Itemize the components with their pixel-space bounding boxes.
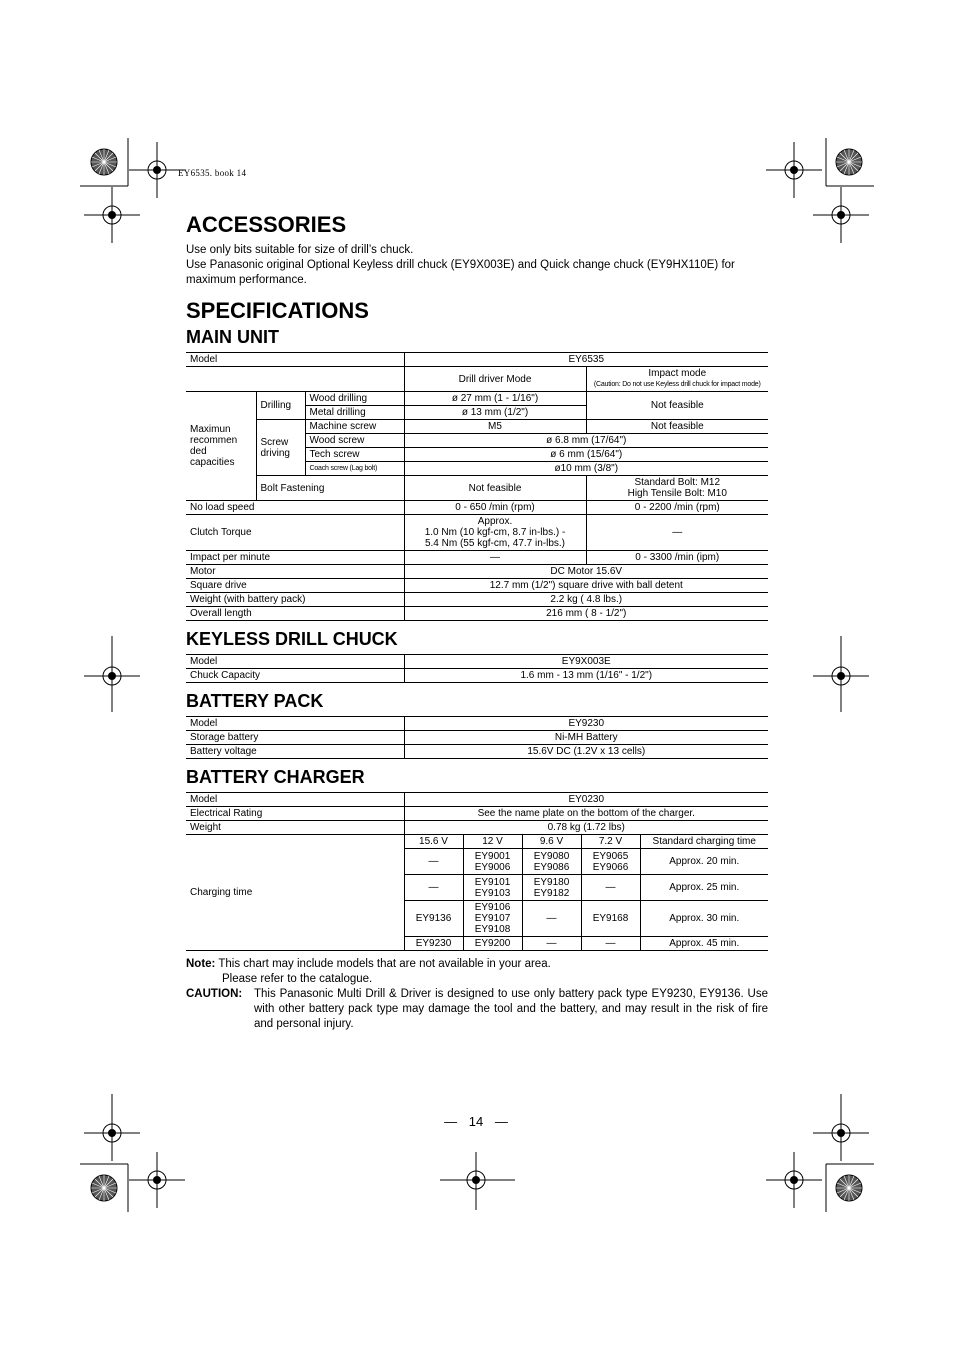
clutch-line-3: 5.4 Nm (55 kgf-cm, 47.7 in-lbs.) <box>424 538 566 549</box>
charger-cell: Approx. 25 min. <box>640 875 768 901</box>
cell-charging-label: Charging time <box>186 835 404 951</box>
cell-clutch-label: Clutch Torque <box>186 515 404 551</box>
cell-charger-weight-label: Weight <box>186 821 404 835</box>
note-text-2: Please refer to the catalogue. <box>222 973 373 985</box>
charger-cell: — <box>522 901 581 937</box>
charger-cell: EY9080 EY9086 <box>522 849 581 875</box>
cell-wood-drilling-val: ø 27 mm (1 - 1/16") <box>404 392 586 406</box>
accessories-title: ACCESSORIES <box>186 212 347 237</box>
cell-charger-model-val: EY0230 <box>404 793 768 807</box>
charger-header: 7.2 V <box>581 835 640 849</box>
note-label: Note: <box>186 958 216 970</box>
charger-cell: — <box>581 937 640 951</box>
cell-ipm-drill: — <box>404 551 586 565</box>
note-line <box>186 957 768 972</box>
cell-charger-rating-val: See the name plate on the bottom of the charger. <box>404 807 768 821</box>
cell-no-load-label: No load speed <box>186 501 404 515</box>
cell-square-label: Square drive <box>186 579 404 593</box>
clutch-line-1: Approx. <box>477 516 513 527</box>
cell-capacities-label: Maximun recommen ded capacities <box>186 392 256 501</box>
cell-no-load-drill: 0 - 650 /min (rpm) <box>404 501 586 515</box>
cell-wood-screw: Wood screw <box>305 434 404 448</box>
cell-battery-voltage-label: Battery voltage <box>186 745 404 759</box>
page-number <box>440 1114 512 1129</box>
cell-battery-voltage-val: 15.6V DC (1.2V x 13 cells) <box>404 745 768 759</box>
caution-label: CAUTION: <box>186 988 243 1000</box>
charger-cell: EY9200 <box>463 937 522 951</box>
main-content <box>186 212 768 1032</box>
charger-cell: EY9230 <box>404 937 463 951</box>
cell-length-label: Overall length <box>186 607 404 621</box>
cell-ipm-label: Impact per minute <box>186 551 404 565</box>
cell-bolt-label: Bolt Fastening <box>256 476 404 501</box>
charger-header: Standard charging time <box>640 835 768 849</box>
charger-cell: — <box>581 875 640 901</box>
page-number-dash-left: — <box>444 1114 458 1129</box>
cell-chuck-model-label: Model <box>186 655 404 669</box>
charger-cell: Approx. 45 min. <box>640 937 768 951</box>
notes-block <box>186 957 768 1032</box>
cell-length-val: 216 mm ( 8 - 1/2") <box>404 607 768 621</box>
cell-chuck-capacity-label: Chuck Capacity <box>186 669 404 683</box>
cell-machine-screw-val: M5 <box>404 420 586 434</box>
chuck-table <box>186 654 768 683</box>
main-unit-table <box>186 352 768 621</box>
cell-bolt-drill: Not feasible <box>404 476 586 501</box>
cell-bolt-impact <box>586 476 768 501</box>
bolt-impact-line-1: Standard Bolt: M12 <box>634 477 721 488</box>
charger-cell: Approx. 20 min. <box>640 849 768 875</box>
cell-square-val: 12.7 mm (1/2") square drive with ball detent <box>404 579 768 593</box>
main-unit-title: MAIN UNIT <box>186 327 279 347</box>
cell-charger-weight-val: 0.78 kg (1.72 lbs) <box>404 821 768 835</box>
impact-mode-caution: (Caution: Do not use Keyless drill chuck for impact mode) <box>593 381 761 388</box>
battery-table <box>186 716 768 759</box>
caution-text: This Panasonic Multi Drill & Driver is designed to use only battery pack type EY9230, EY9136. Use with other battery pack type may damage the tool and the battery, and may result in the risk of fire and personal injury. <box>254 988 768 1030</box>
note-text-1: This chart may include models that are not available in your area. <box>218 958 551 970</box>
charger-cell: — <box>404 875 463 901</box>
accessories-line-1: Use only bits suitable for size of drill’s chuck. <box>186 244 414 256</box>
cell-battery-storage-label: Storage battery <box>186 731 404 745</box>
file-header-note: EY6535. book 14 <box>178 168 247 178</box>
bolt-impact-line-2: High Tensile Bolt: M10 <box>627 488 727 499</box>
cell-tech-screw-val: ø 6 mm (15/64") <box>404 448 768 462</box>
charger-cell: — <box>522 937 581 951</box>
cell-battery-model-label: Model <box>186 717 404 731</box>
cell-chuck-capacity-val: 1.6 mm - 13 mm (1/16" - 1/2") <box>404 669 768 683</box>
battery-title: BATTERY PACK <box>186 691 324 711</box>
charger-cell: — <box>404 849 463 875</box>
cell-battery-storage-val: Ni-MH Battery <box>404 731 768 745</box>
charger-cell: EY9136 <box>404 901 463 937</box>
charger-header: 15.6 V <box>404 835 463 849</box>
accessories-line-2: Use Panasonic original Optional Keyless drill chuck (EY9X003E) and Quick change chuck (EY9HX110E) for maximum performance. <box>186 259 735 286</box>
cell-tech-screw: Tech screw <box>305 448 404 462</box>
cell-drilling-impact: Not feasible <box>586 392 768 420</box>
cell-model-value: EY6535 <box>404 353 768 367</box>
caution-line <box>186 987 768 1032</box>
cell-no-load-impact: 0 - 2200 /min (rpm) <box>586 501 768 515</box>
cell-machine-screw-impact: Not feasible <box>586 420 768 434</box>
cell-weight-label: Weight (with battery pack) <box>186 593 404 607</box>
charger-cell: EY9106 EY9107 EY9108 <box>463 901 522 937</box>
cell-screw-label: Screw driving <box>256 420 305 476</box>
cell-charger-rating-label: Electrical Rating <box>186 807 404 821</box>
cell-mode-empty <box>186 367 404 392</box>
cell-clutch-drill <box>404 515 586 551</box>
charger-cell: Approx. 30 min. <box>640 901 768 937</box>
cell-ipm-impact: 0 - 3300 /min (ipm) <box>586 551 768 565</box>
cell-wood-drilling: Wood drilling <box>305 392 404 406</box>
cell-battery-model-val: EY9230 <box>404 717 768 731</box>
charger-title: BATTERY CHARGER <box>186 767 365 787</box>
cell-wood-screw-val: ø 6.8 mm (17/64") <box>404 434 768 448</box>
cell-chuck-model-val: EY9X003E <box>404 655 768 669</box>
charger-cell: EY9065 EY9066 <box>581 849 640 875</box>
cell-motor-val: DC Motor 15.6V <box>404 565 768 579</box>
charger-cell: EY9180 EY9182 <box>522 875 581 901</box>
cell-weight-val: 2.2 kg ( 4.8 lbs.) <box>404 593 768 607</box>
charger-header: 12 V <box>463 835 522 849</box>
cell-drill-mode: Drill driver Mode <box>404 367 586 392</box>
cell-drilling-label: Drilling <box>256 392 305 420</box>
cell-model-label: Model <box>186 353 404 367</box>
impact-mode-label: Impact mode <box>648 368 707 379</box>
page-number-dash-right: — <box>494 1114 508 1129</box>
cell-metal-drilling-val: ø 13 mm (1/2") <box>404 406 586 420</box>
clutch-line-2: 1.0 Nm (10 kgf-cm, 8.7 in-lbs.) - <box>424 527 566 538</box>
cell-impact-mode <box>586 367 768 392</box>
cell-coach-screw-val: ø10 mm (3/8") <box>404 462 768 476</box>
charger-cell: EY9168 <box>581 901 640 937</box>
cell-machine-screw: Machine screw <box>305 420 404 434</box>
charger-table <box>186 792 768 951</box>
charger-header: 9.6 V <box>522 835 581 849</box>
chuck-title: KEYLESS DRILL CHUCK <box>186 629 398 649</box>
cell-metal-drilling: Metal drilling <box>305 406 404 420</box>
charger-cell: EY9001 EY9006 <box>463 849 522 875</box>
cell-motor-label: Motor <box>186 565 404 579</box>
cell-clutch-impact: — <box>586 515 768 551</box>
specifications-title: SPECIFICATIONS <box>186 298 369 323</box>
page-number-value: 14 <box>468 1114 484 1129</box>
cell-coach-screw: Coach screw (Lag bolt) <box>305 462 404 476</box>
cell-charger-model-label: Model <box>186 793 404 807</box>
charger-cell: EY9101 EY9103 <box>463 875 522 901</box>
